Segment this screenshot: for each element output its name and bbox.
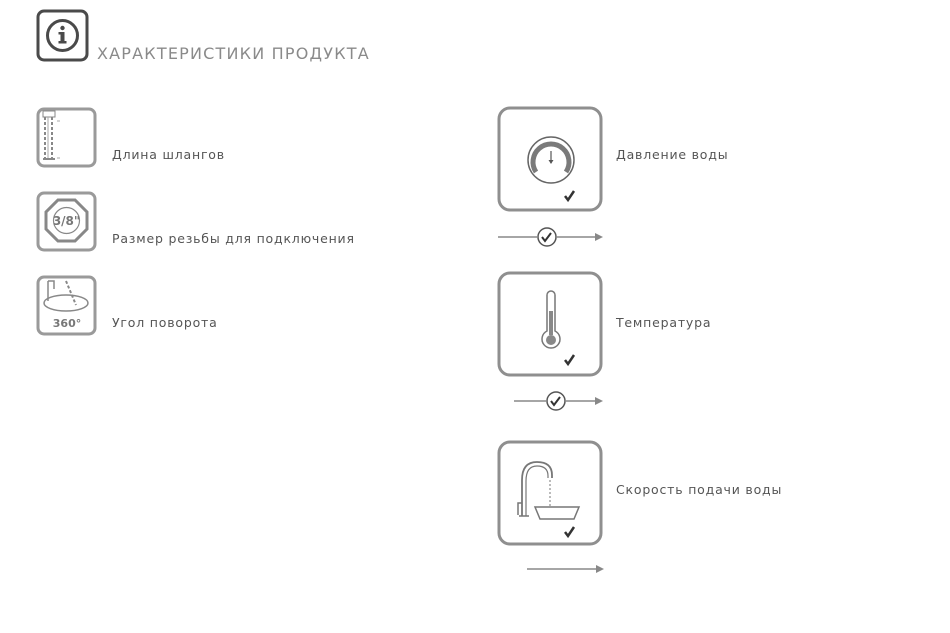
- faucet-flow-icon: [497, 440, 605, 548]
- check-icon: [565, 355, 574, 364]
- thread-size-icon: [36, 191, 98, 253]
- thermometer-icon: [497, 271, 605, 379]
- rotation-angle-icon: [36, 275, 98, 337]
- feature-rotation: [36, 275, 98, 337]
- arrow-check-icon: [513, 389, 607, 413]
- feature-thread-size: [36, 191, 98, 253]
- pressure-gauge-icon: [497, 106, 605, 214]
- rotation-angle-text: 360°: [52, 317, 82, 330]
- page-title: ХАРАКТЕРИСТИКИ ПРОДУКТА: [97, 44, 370, 63]
- header-info-icon: [36, 9, 90, 63]
- feature-thread-size-label: Размер резьбы для подключения: [112, 231, 355, 246]
- feature-temperature-label: Температура: [616, 315, 712, 330]
- check-icon: [565, 527, 574, 536]
- feature-hoses-label: Длина шлангов: [112, 147, 225, 162]
- feature-hoses: [36, 107, 98, 169]
- feature-temperature: [497, 271, 605, 379]
- hoses-icon: [36, 107, 98, 169]
- flow-rate-arrow: [526, 560, 608, 578]
- check-icon: [565, 191, 574, 200]
- info-icon: [36, 9, 90, 63]
- feature-pressure-label: Давление воды: [616, 147, 729, 162]
- feature-flow-rate-label: Скорость подачи воды: [616, 482, 783, 497]
- arrow-icon: [526, 560, 608, 578]
- arrow-check-icon: [497, 225, 607, 249]
- temperature-flow-arrow: [513, 389, 607, 413]
- feature-pressure: [497, 106, 605, 214]
- feature-flow-rate: [497, 440, 605, 548]
- feature-rotation-label: Угол поворота: [112, 315, 218, 330]
- thread-size-text: 3/8": [52, 214, 81, 228]
- pressure-flow-arrow: [497, 225, 607, 249]
